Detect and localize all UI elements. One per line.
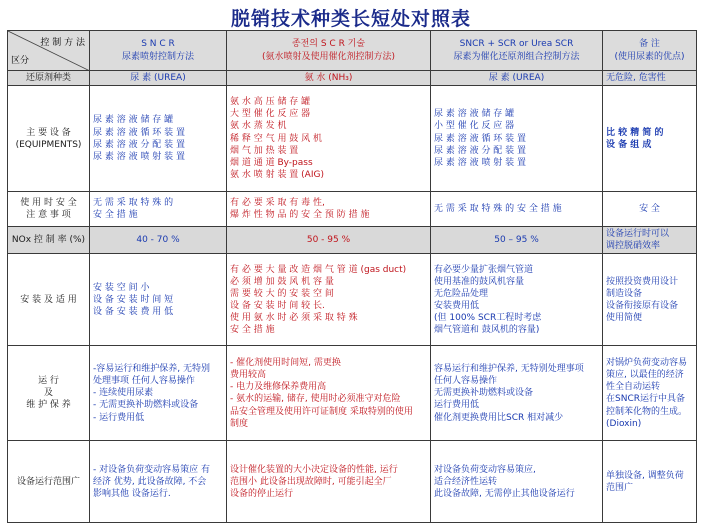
cell-text-line: 尿 素 溶 液 分 配 装 置: [93, 139, 186, 150]
cell-text-line: 设 备 安 装 时 间 短: [93, 294, 174, 305]
cell-text-line: - 连续使用尿素: [93, 388, 154, 399]
cell-text-line: 设 备 组 成: [606, 139, 652, 150]
cell-text-line: 烟 道 通 道 By-pass: [230, 157, 313, 168]
cell-text-line: 使 用 时 安 全: [20, 198, 77, 208]
row-range: [8, 441, 697, 523]
cell-text-line: (EQUIPMENTS): [15, 139, 82, 150]
row-operation-c2-cell: [227, 346, 431, 441]
cell-text-line: 40 - 70 %: [136, 235, 180, 246]
cell-text-line: 安 全: [639, 204, 660, 215]
cell-text-line: 主 要 设 备: [26, 127, 71, 138]
row-operation: [8, 346, 697, 441]
cell-text-line: 氨 水 蒸 发 机: [230, 121, 287, 132]
cell-text-line: 尿 素 溶 液 循 环 装 置: [434, 133, 527, 144]
cell-text-line: 制造设备: [606, 288, 643, 299]
cell-text-line: -容易运行和维护保养, 无特别: [93, 364, 210, 375]
cell-text-line: 费用较高: [230, 370, 267, 381]
cell-text-line: 设 备 安 装 时 间 较 长.: [230, 300, 325, 311]
header-col-notes-line: (使用尿素的优点): [614, 51, 685, 62]
row-reductant: [8, 71, 697, 86]
cell-text-line: 大 型 催 化 反 应 器: [230, 109, 311, 120]
row-safety-c2-cell: [227, 192, 431, 227]
cell-text-line: 有 必 要 采 取 有 毒 性,: [230, 198, 325, 208]
cell-text-line: 还原剂种类: [25, 73, 71, 83]
cell-text-line: 烟气管道和 鼓风机的容量): [434, 325, 540, 336]
cell-text-line: 氨 水 喷 射 装 置 (AIG): [230, 169, 324, 180]
cell-text-line: - 运行费用低: [93, 412, 145, 423]
cell-text-line: NOx 控 制 率 (%): [11, 235, 86, 246]
cell-text-line: 使 用 氨 水 时 必 须 采 取 特 殊: [230, 313, 358, 324]
row-range-c3-cell: [431, 441, 603, 523]
cell-text-line: 对设备负荷变动容易策应,: [434, 464, 536, 475]
cell-text-line: 必 须 增 加 鼓 风 机 容 量: [230, 276, 334, 287]
cell-text-line: 有必要少量扩张烟气管道: [434, 264, 534, 275]
row-installation-c2-cell: [227, 254, 431, 346]
page-title: 脱销技术种类长短处对照表: [230, 8, 471, 30]
cell-text-line: 稀 释 空 气 用 鼓 风 机: [230, 133, 323, 144]
header-col-sncr-scr-line: 尿素为催化还原剂组合控制方法: [453, 51, 580, 62]
cell-text-line: 品安全管理及使用许可证制度 采取特别的使用: [230, 406, 413, 417]
header-col-sncr-scr: [431, 31, 603, 71]
cell-text-line: 安 全 措 施: [230, 325, 275, 336]
row-nox-rate-label-cell: [8, 227, 90, 254]
cell-text-line: 影响其他 设备运行.: [93, 488, 171, 499]
row-equipment-c2-cell: [227, 86, 431, 192]
cell-text-line: 50 - 95 %: [306, 235, 351, 246]
cell-text-line: 尿 素 溶 液 储 存 罐: [93, 115, 174, 126]
cell-text-line: 烟 气 加 热 装 置: [230, 145, 299, 156]
cell-text-line: 此设备故障, 无需停止其他设备运行: [434, 488, 575, 499]
cell-text-line: 任何人容易操作: [434, 376, 498, 387]
cell-text-line: - 对设备负荷变动容易策应 有: [93, 464, 210, 475]
row-nox-rate-c3-cell: [431, 227, 603, 254]
row-safety-c4-cell: [603, 192, 697, 227]
cell-text-line: 策应, 以最佳的经济: [606, 370, 684, 381]
row-nox-rate-c1-cell: [90, 227, 227, 254]
row-reductant-c2-cell: [227, 71, 431, 86]
cell-text-line: 运行费用低: [434, 400, 480, 411]
row-safety-c1-cell: [90, 192, 227, 227]
row-reductant-c1-cell: [90, 71, 227, 86]
cell-text-line: 无危险品处理: [434, 288, 489, 299]
row-installation-label-cell: [8, 254, 90, 346]
row-installation-c4-cell: [603, 254, 697, 346]
corner-bottom-label: 区分: [11, 55, 30, 66]
cell-text-line: 性全自动运转: [606, 382, 661, 393]
cell-text-line: 氨 水 (NH₃): [304, 73, 353, 83]
cell-text-line: 尿 素 (UREA): [488, 73, 545, 83]
row-equipment-c1-cell: [90, 86, 227, 192]
row-range-c2-cell: [227, 441, 431, 523]
row-operation-c3-cell: [431, 346, 603, 441]
cell-text-line: (但 100% SCR工程时考虑: [434, 313, 542, 324]
row-nox-rate-c4-cell: [603, 227, 697, 254]
cell-text-line: 按照投资费用设计: [606, 276, 679, 287]
cell-text-line: 容易运行和维护保养, 无特别处理事项: [434, 364, 584, 375]
row-range-c1-cell: [90, 441, 227, 523]
row-equipment-c3-cell: [431, 86, 603, 192]
cell-text-line: 小 型 催 化 反 应 器: [434, 121, 515, 132]
row-reductant-c4-cell: [603, 71, 697, 86]
row-range-label-cell: [8, 441, 90, 523]
cell-text-line: 需 要 较 大 的 安 装 空 间: [230, 288, 334, 299]
row-installation: [8, 254, 697, 346]
cell-text-line: 注 意 事 项: [26, 210, 71, 221]
cell-text-line: 设计催化装置的大小决定设备的性能, 运行: [230, 464, 398, 475]
row-equipment: [8, 86, 697, 192]
cell-text-line: 单独设备, 调整负荷: [606, 470, 684, 481]
header-col-sncr-line: S N C R: [141, 39, 175, 50]
header-col-notes-line: 备 注: [639, 39, 660, 50]
header-col-scr-line: (氨水喷射及使用催化剂控制方法): [261, 51, 396, 62]
cell-text-line: 范围广: [606, 482, 634, 493]
cell-text-line: 尿 素 (UREA): [130, 73, 186, 83]
cell-text-line: 尿 素 溶 液 分 配 装 置: [434, 145, 527, 156]
cell-text-line: 设备运行范围广: [16, 476, 80, 487]
cell-text-line: 运 行: [38, 376, 59, 387]
cell-text-line: 安装费用低: [434, 300, 480, 311]
row-nox-rate-c2-cell: [227, 227, 431, 254]
corner-header-cell: [8, 31, 90, 71]
cell-text-line: 安 装 空 间 小: [93, 282, 150, 293]
cell-text-line: 使用简便: [606, 313, 643, 324]
cell-text-line: - 电力及维修保养费用高: [230, 382, 327, 393]
cell-text-line: 无 需 采 取 特 殊 的 安 全 措 施: [434, 204, 562, 215]
cell-text-line: 设 备 安 装 费 用 低: [93, 306, 174, 317]
row-operation-label-cell: [8, 346, 90, 441]
cell-text-line: 无 需 采 取 特 殊 的: [93, 198, 174, 208]
row-safety-label-cell: [8, 192, 90, 227]
row-range-c4-cell: [603, 441, 697, 523]
cell-text-line: 在SNCR运行中具备: [606, 394, 685, 405]
cell-text-line: 安 全 措 施: [93, 210, 138, 221]
header-col-sncr-scr-line: SNCR + SCR or Urea SCR: [459, 39, 574, 50]
cell-text-line: 爆 炸 性 物 品 的 安 全 预 防 措 施: [230, 210, 370, 221]
cell-text-line: 无危险, 危害性: [606, 73, 666, 83]
row-nox-rate: [8, 227, 697, 254]
cell-text-line: 50 – 95 %: [494, 235, 539, 246]
row-reductant-label-cell: [8, 71, 90, 86]
header-col-notes: [603, 31, 697, 71]
cell-text-line: 设备衔接原有设备: [606, 300, 679, 311]
row-operation-c4-cell: [603, 346, 697, 441]
cell-text-line: (Dioxin): [606, 418, 642, 429]
corner-top-label: 控 制 方 法: [40, 38, 85, 48]
cell-text-line: 尿 素 溶 液 储 存 罐: [434, 109, 515, 120]
cell-text-line: 适合经济性运转: [434, 476, 498, 487]
row-operation-c1-cell: [90, 346, 227, 441]
row-equipment-c4-cell: [603, 86, 697, 192]
comparison-table: [7, 30, 697, 523]
header-col-scr: [227, 31, 431, 71]
cell-text-line: - 催化剂使用时间短, 需更换: [230, 358, 341, 368]
cell-text-line: 范围小 此设备出现故障时, 可能引起全厂: [230, 476, 392, 487]
header-col-scr-line: 종전의 S C R 기술: [291, 39, 366, 50]
row-safety-c3-cell: [431, 192, 603, 227]
cell-text-line: 处理事项 任何人容易操作: [93, 376, 195, 387]
cell-text-line: 氨 水 高 压 储 存 罐: [230, 97, 311, 108]
cell-text-line: 维 护 保 养: [26, 400, 71, 411]
cell-text-line: 对锅炉负荷变动容易: [606, 358, 688, 368]
cell-text-line: 比 较 精 简 的: [606, 127, 664, 138]
cell-text-line: - 无需更换补助燃料或设备: [93, 400, 199, 411]
row-reductant-c3-cell: [431, 71, 603, 86]
cell-text-line: 经济 优势, 此设备故障, 不会: [93, 476, 207, 487]
cell-text-line: 设备运行时可以: [606, 229, 670, 240]
cell-text-line: 使用基准的鼓风机容量: [434, 276, 525, 287]
cell-text-line: 有 必 要 大 量 改 造 烟 气 管 道 (gas duct): [230, 264, 407, 275]
row-equipment-label-cell: [8, 86, 90, 192]
cell-text-line: 无需更换补助燃料或设备: [434, 388, 534, 399]
cell-text-line: 尿 素 溶 液 喷 射 装 置: [93, 151, 186, 162]
cell-text-line: 及: [43, 388, 53, 399]
cell-text-line: 调控脱硝效率: [606, 241, 661, 252]
cell-text-line: 尿 素 溶 液 循 环 装 置: [93, 127, 186, 138]
cell-text-line: - 氨水的运输, 储存, 使用时必须准守对危险: [230, 394, 401, 405]
header-col-sncr: [90, 31, 227, 71]
row-installation-c1-cell: [90, 254, 227, 346]
header-col-sncr-line: 尿素喷射控制方法: [121, 51, 194, 62]
row-safety: [8, 192, 697, 227]
cell-text-line: 控制苯化物的生成。: [606, 406, 688, 417]
cell-text-line: 催化剂更换费用比SCR 相对减少: [434, 412, 564, 423]
cell-text-line: 安 装 及 适 用: [20, 294, 77, 305]
row-installation-c3-cell: [431, 254, 603, 346]
cell-text-line: 设备的停止运行: [230, 488, 294, 499]
header-row: [8, 31, 697, 71]
cell-text-line: 尿 素 溶 液 喷 射 装 置: [434, 157, 527, 168]
cell-text-line: 制度: [230, 418, 249, 429]
